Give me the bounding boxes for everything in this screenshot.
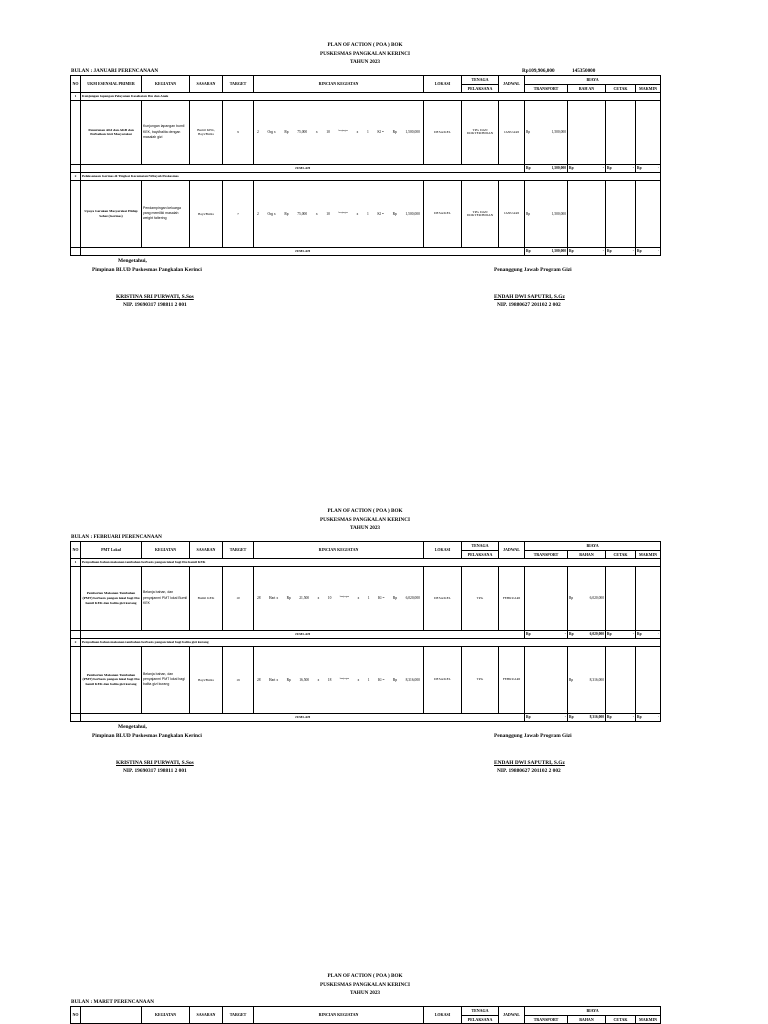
col-bahan: BAH AN: [568, 84, 606, 92]
row-no: 2: [71, 638, 81, 646]
table-row: [71, 100, 661, 164]
row-no: 2: [71, 172, 81, 180]
col-makmin: MAKMIN: [636, 1015, 661, 1023]
jadwal: FEBRUARI: [499, 646, 525, 713]
rincian: 2 Org x Rp 75,000 x 10 kunjungan x 1 Kl = Rp 1,500,000: [254, 180, 424, 247]
col-jadwal: JADWAL: [499, 75, 525, 92]
col-tenaga: TENAGA: [462, 75, 499, 84]
lokasi: DESA/KEL: [424, 100, 462, 164]
target: 19: [223, 646, 254, 713]
left-title: Pimpinan BLUD Puskesmas Pangkalan Kerinci: [92, 732, 202, 739]
poa-table-januari: [70, 75, 661, 256]
sheet-header: [70, 972, 660, 998]
month-label: BULAN : FEBRUARI PERENCANAAN: [71, 533, 162, 540]
col-tenaga: TENAGA: [462, 541, 499, 550]
lokasi: DESA/KEL: [424, 566, 462, 630]
right-nip: NIP. 19880627 201102 2 002: [497, 767, 561, 774]
header-line-1: PLAN OF ACTION ( POA ) BOK: [327, 973, 403, 979]
month-label: BULAN : JANUARI PERENCANAAN: [71, 67, 159, 74]
col-bahan: BAHAN: [568, 1015, 606, 1023]
col-jadwal: JADWAL: [499, 541, 525, 558]
poa-sheet-januari: [70, 41, 660, 316]
table-row: [71, 638, 661, 646]
row-program: Kunjungan lapangan Pelayanan Kesehatan Ibu dan Anak: [81, 92, 661, 100]
header-line-2: PUSKESMAS PANGKALAN KERINCI: [319, 516, 411, 523]
col-target: TARGET: [223, 1006, 254, 1023]
col-transport: TRANSPORT: [525, 550, 568, 558]
transport-value: Rp 1,500,000: [525, 180, 568, 247]
table-row: [71, 92, 661, 100]
kegiatan-desc: Belanja bahan, dan penyajanmi PMT lokal bagi balita gizi kurang: [142, 646, 190, 713]
mengetahui-label: Mengetahui,: [118, 723, 147, 730]
sasaran: Bumil KEK: [190, 566, 223, 630]
right-title: Penanggung Jawab Program Gizi: [494, 266, 572, 273]
tenaga: TPG DAN DOKTER/BIDAN: [462, 100, 499, 164]
jumlah-row: JUMLAH Rp 1,500,000 Rp - Rp - Rp -: [71, 164, 661, 172]
col-transport: TRANSPORT: [525, 1015, 568, 1023]
row-program: Penyediaan bahan makanan tambahan berbasis pangan lokal bagi Ibu hamil KEK: [81, 558, 661, 566]
col-lokasi: LOKASI: [424, 541, 462, 558]
col-biaya: BIAYA: [525, 75, 661, 84]
left-title: Pimpinan BLUD Puskesmas Pangkalan Kerinci: [92, 266, 202, 273]
kegiatan-desc: Kunjungan lapangan bumil KEK, bayi/balita dengan masalah gizi: [142, 100, 190, 164]
month-row: [70, 998, 660, 1006]
col-cetak: CETAK: [606, 84, 636, 92]
mengetahui-label: Mengetahui,: [118, 257, 147, 264]
bahan-value: Rp 8,316,000: [568, 646, 606, 713]
tenaga: TPG: [462, 646, 499, 713]
col-biaya: BIAYA: [525, 1006, 661, 1015]
poa-table-februari: [70, 541, 661, 722]
col-cetak: CETAK: [606, 550, 636, 558]
header-line-2: PUSKESMAS PANGKALAN KERINCI: [319, 50, 411, 57]
rincian: 2 Org x Rp 75,000 x 10 kunjungan x 1 Kl = Rp 1,500,000: [254, 100, 424, 164]
sasaran: Bayi/Balita: [190, 646, 223, 713]
col-no: NO: [71, 75, 81, 92]
right-nip: NIP. 19880627 201102 2 002: [497, 301, 561, 308]
signature-block: [70, 256, 660, 316]
jumlah-row: JUMLAH Rp 1,500,000 Rp - Rp - Rp -: [71, 247, 661, 255]
jadwal: FEBRUARI: [499, 566, 525, 630]
col-no: NO: [71, 541, 81, 558]
col-kegiatan: KEGIATAN: [142, 75, 190, 92]
header-line-3: TAHUN 2023: [349, 525, 381, 532]
signature-block: [70, 722, 660, 782]
poa-table-maret: [70, 1006, 661, 1024]
table-row: [71, 172, 661, 180]
row-no: 1: [71, 92, 81, 100]
month-label: BULAN : MARET PERENCANAAN: [71, 998, 155, 1005]
jadwal: JANUARI: [499, 100, 525, 164]
col-biaya: BIAYA: [525, 541, 661, 550]
rincian: 28 Hari x Rp 16,500 x 18 kunjungan x 1 Kl = Rp 8,316,000: [254, 646, 424, 713]
sheet-header: [70, 507, 660, 533]
col-lokasi: LOKASI: [424, 1006, 462, 1023]
col-bahan: BAHAN: [568, 550, 606, 558]
row-program: Penyediaan bahan makanan tambahan berbasis pangan lokal bagi balita gizi kurang: [81, 638, 661, 646]
bahan-value: Rp 6,020,000: [568, 566, 606, 630]
jumlah-label: JUMLAH: [81, 164, 525, 172]
poa-sheet-februari: [70, 507, 660, 782]
col-program: UKM ESENSIAL PRIMER: [81, 75, 142, 92]
col-rincian: RINCIAN KEGIATAN: [254, 75, 424, 92]
table-row: [71, 646, 661, 713]
right-name: ENDAH DWI SAPUTRI, S.Gz: [494, 293, 565, 300]
rincian: 28 Hari x Rp 21,500 x 10 kunjungan x 1 Kl = Rp 6,020,000: [254, 566, 424, 630]
row-no: 1: [71, 558, 81, 566]
header-line-3: TAHUN 2023: [349, 990, 381, 997]
col-sasaran: SASARAN: [190, 1006, 223, 1023]
lokasi: DESA/KEL: [424, 180, 462, 247]
col-program: PMT Lokal: [81, 541, 142, 558]
lokasi: DESA/KEL: [424, 646, 462, 713]
kegiatan-desc: Pendampingan keluarga yang memiliki masalah weight faltering: [142, 180, 190, 247]
right-title: Penanggung Jawab Program Gizi: [494, 732, 572, 739]
kegiatan-desc: Belanja bahan, dan penyajanmi PMT lokal Bumil KEK: [142, 566, 190, 630]
left-name: KRISTINA SRI PURWATI, S.Sos: [116, 759, 194, 766]
col-rincian: RINCIAN KEGIATAN: [254, 1006, 424, 1023]
left-nip: NIP. 19690317 198811 2 001: [123, 301, 187, 308]
col-target: TARGET: [223, 75, 254, 92]
right-name: ENDAH DWI SAPUTRI, S.Gz: [494, 759, 565, 766]
target: 7: [223, 180, 254, 247]
header-line-2: PUSKESMAS PANGKALAN KERINCI: [319, 981, 411, 988]
month-row: [70, 533, 660, 541]
row-program: Pelaksanaan Germas di Tingkat Kecamatan/Wilayah Puskesmas: [81, 172, 661, 180]
col-lokasi: LOKASI: [424, 75, 462, 92]
sasaran: Bumil KEK, Bayi/Balita: [190, 100, 223, 164]
sasaran: Bayi/Balita: [190, 180, 223, 247]
jumlah-row: JUMLAH Rp - Rp 8,316,000 Rp - Rp -: [71, 713, 661, 721]
left-nip: NIP. 19690317 198811 2 001: [123, 767, 187, 774]
header-line-3: TAHUN 2023: [349, 59, 381, 66]
col-transport: TRANSPORT: [525, 84, 568, 92]
jumlah-label: JUMLAH: [81, 630, 525, 638]
col-rincian: RINCIAN KEGIATAN: [254, 541, 424, 558]
tenaga: TPG DAN DOKTER/BIDAN: [462, 180, 499, 247]
header-line-1: PLAN OF ACTION ( POA ) BOK: [327, 42, 403, 48]
table-row: [71, 558, 661, 566]
col-tenaga: TENAGA: [462, 1006, 499, 1015]
target: 9: [223, 100, 254, 164]
sheet-header: [70, 41, 660, 67]
jumlah-label: JUMLAH: [81, 713, 525, 721]
poa-sheet-maret: [70, 972, 660, 1024]
col-makmin: MAKMIN: [636, 550, 661, 558]
col-cetak: CETAK: [606, 1015, 636, 1023]
col-jadwal: JADWAL: [499, 1006, 525, 1023]
left-name: KRISTINA SRI PURWATI, S.Sos: [116, 293, 194, 300]
col-pelaksana: PELAKSANA: [462, 84, 499, 92]
header-line-1: PLAN OF ACTION ( POA ) BOK: [327, 508, 403, 514]
jumlah-label: JUMLAH: [81, 247, 525, 255]
month-row: [70, 67, 660, 75]
col-pelaksana: PELAKSANA: [462, 550, 499, 558]
col-sasaran: SASARAN: [190, 75, 223, 92]
col-sasaran: SASARAN: [190, 541, 223, 558]
col-no: NO: [71, 1006, 81, 1023]
col-kegiatan: KEGIATAN: [142, 541, 190, 558]
kegiatan-name: Upaya Gerakan Masyarakat Hidup Sehat (Germas): [81, 180, 142, 247]
col-pelaksana: PELAKSANA: [462, 1015, 499, 1023]
col-kegiatan: KEGIATAN: [142, 1006, 190, 1023]
kegiatan-name: Pemberian Makanan Tambahan (PMT) berbasis pangan lokal bagi Ibu hamil KEK dan balita gizi kurang: [81, 646, 142, 713]
tenaga: TPG: [462, 566, 499, 630]
jumlah-row: JUMLAH Rp - Rp 6,020,000 Rp - Rp -: [71, 630, 661, 638]
col-program: [81, 1006, 142, 1023]
budget-total: Rp109,906,000: [522, 67, 555, 74]
kegiatan-name: Penurunan AKI dan AKB dan Perbaikan Gizi Masyarakat: [81, 100, 142, 164]
col-target: TARGET: [223, 541, 254, 558]
col-makmin: MAKMIN: [636, 84, 661, 92]
kegiatan-name: Pemberian Makanan Tambahan (PMT) berbasis pangan lokal bagi Ibu hamil KEK dan balita gizi kurang: [81, 566, 142, 630]
budget-code: 145350000: [572, 67, 596, 74]
transport-value: Rp 1,500,000: [525, 100, 568, 164]
jadwal: JANUARI: [499, 180, 525, 247]
target: 10: [223, 566, 254, 630]
table-row: [71, 566, 661, 630]
table-row: [71, 180, 661, 247]
